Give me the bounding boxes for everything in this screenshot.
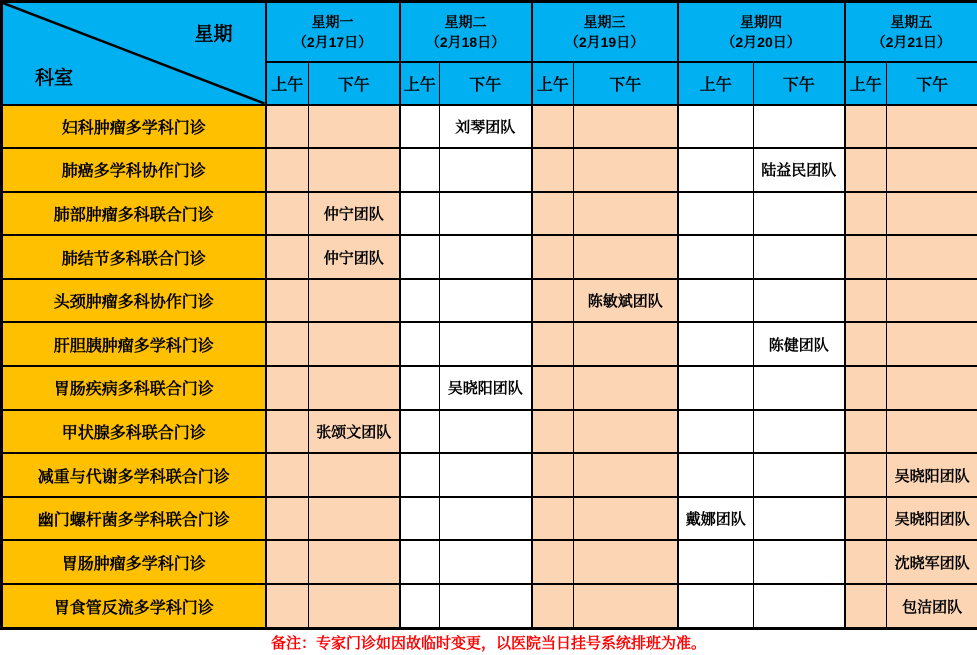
team-cell: 陆益民团队 bbox=[754, 148, 845, 192]
empty-cell bbox=[532, 410, 574, 454]
empty-cell bbox=[887, 148, 977, 192]
empty-cell bbox=[678, 105, 754, 149]
empty-cell bbox=[754, 410, 845, 454]
empty-cell bbox=[400, 279, 440, 323]
empty-cell bbox=[574, 235, 678, 279]
empty-cell bbox=[754, 366, 845, 410]
empty-cell bbox=[309, 148, 400, 192]
corner-cell bbox=[2, 2, 266, 105]
empty-cell bbox=[754, 453, 845, 497]
empty-cell bbox=[309, 105, 400, 149]
empty-cell bbox=[400, 322, 440, 366]
day-header bbox=[532, 2, 678, 62]
empty-cell bbox=[678, 148, 754, 192]
empty-cell bbox=[532, 540, 574, 584]
dept-label: 幽门螺杆菌多学科联合门诊 bbox=[2, 497, 266, 541]
dept-label: 头颈肿瘤多科协作门诊 bbox=[2, 279, 266, 323]
empty-cell bbox=[532, 235, 574, 279]
empty-cell bbox=[574, 366, 678, 410]
empty-cell bbox=[887, 235, 977, 279]
dept-label: 胃肠疾病多科联合门诊 bbox=[2, 366, 266, 410]
schedule-body bbox=[2, 105, 977, 629]
empty-cell bbox=[400, 366, 440, 410]
table-row bbox=[2, 540, 977, 584]
empty-cell bbox=[845, 584, 887, 628]
empty-cell bbox=[400, 192, 440, 236]
am-header: 上午 bbox=[400, 62, 440, 105]
table-row bbox=[2, 322, 977, 366]
empty-cell bbox=[440, 192, 532, 236]
empty-cell bbox=[532, 322, 574, 366]
day-date: （2月17日） bbox=[292, 33, 373, 50]
am-header: 上午 bbox=[532, 62, 574, 105]
empty-cell bbox=[440, 279, 532, 323]
empty-cell bbox=[845, 192, 887, 236]
dept-label: 肝胆胰肿瘤多学科门诊 bbox=[2, 322, 266, 366]
team-cell: 包洁团队 bbox=[887, 584, 977, 628]
empty-cell bbox=[845, 279, 887, 323]
pm-header: 下午 bbox=[309, 62, 400, 105]
day-date: （2月19日） bbox=[564, 33, 645, 50]
empty-cell bbox=[754, 497, 845, 541]
pm-header: 下午 bbox=[754, 62, 845, 105]
team-cell: 戴娜团队 bbox=[678, 497, 754, 541]
empty-cell bbox=[532, 192, 574, 236]
team-cell: 陈敏斌团队 bbox=[574, 279, 678, 323]
empty-cell bbox=[309, 322, 400, 366]
pm-header: 下午 bbox=[887, 62, 977, 105]
empty-cell bbox=[845, 366, 887, 410]
team-cell: 吴晓阳团队 bbox=[887, 453, 977, 497]
empty-cell bbox=[532, 366, 574, 410]
empty-cell bbox=[678, 192, 754, 236]
empty-cell bbox=[754, 279, 845, 323]
empty-cell bbox=[532, 105, 574, 149]
empty-cell bbox=[754, 540, 845, 584]
empty-cell bbox=[754, 192, 845, 236]
empty-cell bbox=[400, 584, 440, 628]
dept-axis-label: 科室 bbox=[35, 67, 74, 89]
empty-cell bbox=[309, 540, 400, 584]
empty-cell bbox=[400, 453, 440, 497]
table-row bbox=[2, 235, 977, 279]
empty-cell bbox=[887, 366, 977, 410]
empty-cell bbox=[845, 410, 887, 454]
day-label: 星期三 bbox=[583, 13, 626, 30]
team-cell: 张颂文团队 bbox=[309, 410, 400, 454]
empty-cell bbox=[440, 497, 532, 541]
day-label: 星期四 bbox=[740, 13, 783, 30]
empty-cell bbox=[845, 148, 887, 192]
table-row bbox=[2, 584, 977, 628]
days-row bbox=[2, 2, 977, 62]
empty-cell bbox=[400, 540, 440, 584]
am-header: 上午 bbox=[845, 62, 887, 105]
day-date: （2月20日） bbox=[721, 33, 801, 50]
day-label: 星期二 bbox=[444, 13, 487, 30]
table-row bbox=[2, 105, 977, 149]
dept-label: 肺结节多科联合门诊 bbox=[2, 235, 266, 279]
table-row bbox=[2, 366, 977, 410]
day-label: 星期一 bbox=[311, 13, 354, 30]
team-cell: 陈健团队 bbox=[754, 322, 845, 366]
empty-cell bbox=[678, 540, 754, 584]
empty-cell bbox=[309, 497, 400, 541]
day-header bbox=[845, 2, 977, 62]
empty-cell bbox=[678, 235, 754, 279]
team-cell: 吴晓阳团队 bbox=[440, 366, 532, 410]
empty-cell bbox=[845, 540, 887, 584]
empty-cell bbox=[574, 322, 678, 366]
empty-cell bbox=[266, 322, 309, 366]
empty-cell bbox=[266, 366, 309, 410]
dept-label: 减重与代谢多学科联合门诊 bbox=[2, 453, 266, 497]
team-cell: 吴晓阳团队 bbox=[887, 497, 977, 541]
empty-cell bbox=[678, 322, 754, 366]
empty-cell bbox=[574, 453, 678, 497]
empty-cell bbox=[678, 279, 754, 323]
empty-cell bbox=[309, 366, 400, 410]
empty-cell bbox=[266, 497, 309, 541]
empty-cell bbox=[400, 148, 440, 192]
empty-cell bbox=[754, 105, 845, 149]
empty-cell bbox=[400, 235, 440, 279]
am-header: 上午 bbox=[678, 62, 754, 105]
empty-cell bbox=[266, 453, 309, 497]
empty-cell bbox=[266, 540, 309, 584]
empty-cell bbox=[845, 105, 887, 149]
empty-cell bbox=[532, 453, 574, 497]
empty-cell bbox=[574, 410, 678, 454]
empty-cell bbox=[754, 235, 845, 279]
empty-cell bbox=[678, 584, 754, 628]
day-header bbox=[678, 2, 845, 62]
empty-cell bbox=[532, 148, 574, 192]
empty-cell bbox=[400, 497, 440, 541]
empty-cell bbox=[266, 279, 309, 323]
empty-cell bbox=[887, 410, 977, 454]
empty-cell bbox=[574, 497, 678, 541]
table-row bbox=[2, 192, 977, 236]
table-row bbox=[2, 410, 977, 454]
empty-cell bbox=[309, 279, 400, 323]
table-row bbox=[2, 497, 977, 541]
empty-cell bbox=[887, 105, 977, 149]
empty-cell bbox=[532, 279, 574, 323]
empty-cell bbox=[887, 322, 977, 366]
team-cell: 刘琴团队 bbox=[440, 105, 532, 149]
day-date: （2月21日） bbox=[871, 33, 951, 50]
empty-cell bbox=[532, 497, 574, 541]
pm-header: 下午 bbox=[440, 62, 532, 105]
empty-cell bbox=[574, 192, 678, 236]
empty-cell bbox=[309, 584, 400, 628]
empty-cell bbox=[266, 410, 309, 454]
empty-cell bbox=[574, 540, 678, 584]
empty-cell bbox=[266, 105, 309, 149]
empty-cell bbox=[845, 497, 887, 541]
day-header bbox=[400, 2, 532, 62]
pm-header: 下午 bbox=[574, 62, 678, 105]
empty-cell bbox=[574, 148, 678, 192]
empty-cell bbox=[845, 322, 887, 366]
empty-cell bbox=[678, 453, 754, 497]
empty-cell bbox=[440, 453, 532, 497]
dept-label: 妇科肿瘤多学科门诊 bbox=[2, 105, 266, 149]
team-cell: 沈晓军团队 bbox=[887, 540, 977, 584]
empty-cell bbox=[440, 235, 532, 279]
schedule-header bbox=[2, 2, 977, 105]
dept-label: 甲状腺多科联合门诊 bbox=[2, 410, 266, 454]
empty-cell bbox=[440, 410, 532, 454]
week-axis-label: 星期 bbox=[194, 24, 233, 45]
empty-cell bbox=[678, 410, 754, 454]
empty-cell bbox=[845, 235, 887, 279]
am-header: 上午 bbox=[266, 62, 309, 105]
empty-cell bbox=[845, 453, 887, 497]
empty-cell bbox=[266, 148, 309, 192]
dept-label: 胃食管反流多学科门诊 bbox=[2, 584, 266, 628]
empty-cell bbox=[440, 540, 532, 584]
empty-cell bbox=[309, 453, 400, 497]
empty-cell bbox=[440, 322, 532, 366]
day-label: 星期五 bbox=[890, 13, 933, 30]
empty-cell bbox=[887, 279, 977, 323]
dept-label: 肺癌多学科协作门诊 bbox=[2, 148, 266, 192]
day-date: （2月18日） bbox=[425, 33, 506, 50]
table-row bbox=[2, 453, 977, 497]
empty-cell bbox=[574, 584, 678, 628]
empty-cell bbox=[400, 410, 440, 454]
table-row bbox=[2, 279, 977, 323]
table-row bbox=[2, 148, 977, 192]
empty-cell bbox=[678, 366, 754, 410]
dept-label: 胃肠肿瘤多学科门诊 bbox=[2, 540, 266, 584]
empty-cell bbox=[754, 584, 845, 628]
empty-cell bbox=[440, 584, 532, 628]
empty-cell bbox=[887, 192, 977, 236]
empty-cell bbox=[440, 148, 532, 192]
empty-cell bbox=[266, 192, 309, 236]
empty-cell bbox=[266, 235, 309, 279]
team-cell: 仲宁团队 bbox=[309, 235, 400, 279]
empty-cell bbox=[532, 584, 574, 628]
dept-label: 肺部肿瘤多科联合门诊 bbox=[2, 192, 266, 236]
team-cell: 仲宁团队 bbox=[309, 192, 400, 236]
empty-cell bbox=[574, 105, 678, 149]
empty-cell bbox=[400, 105, 440, 149]
day-header bbox=[266, 2, 400, 62]
empty-cell bbox=[266, 584, 309, 628]
note-text: 备注：专家门诊如因故临时变更，以医院当日挂号系统排班为准。 bbox=[0, 630, 977, 655]
